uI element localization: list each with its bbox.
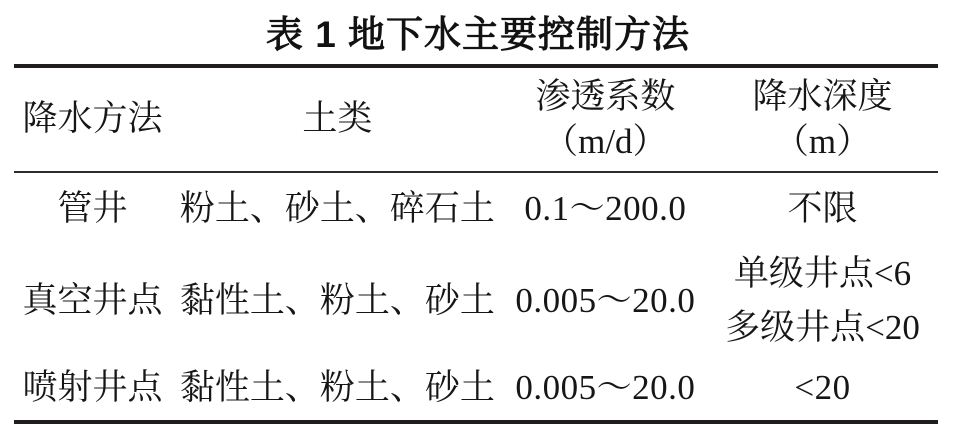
soil-value: 粉土、砂土、碎石土 — [179, 189, 495, 229]
cell-method — [14, 356, 171, 422]
table-row — [14, 246, 938, 356]
cell-soil — [171, 172, 504, 246]
header-cell-permeability — [504, 66, 707, 172]
header-cell-method — [14, 66, 171, 172]
cell-soil — [171, 356, 504, 422]
permeability-value: 0.005～20.0 — [515, 280, 696, 320]
permeability-value: 0.1～200.0 — [524, 189, 687, 229]
header-depth-unit: （m） — [773, 121, 872, 161]
method-value: 管井 — [57, 189, 128, 229]
header-method-label: 降水方法 — [22, 99, 163, 139]
cell-depth — [707, 246, 938, 356]
header-cell-soil — [171, 66, 504, 172]
cell-permeability — [504, 246, 707, 356]
soil-value: 黏性土、粉土、砂土 — [179, 280, 495, 320]
cell-depth — [707, 172, 938, 246]
header-permeability-unit: （m/d） — [543, 121, 668, 161]
cell-permeability — [504, 356, 707, 422]
groundwater-control-table — [14, 64, 938, 424]
table-row — [14, 356, 938, 422]
cell-permeability — [504, 172, 707, 246]
soil-value: 黏性土、粉土、砂土 — [179, 367, 495, 407]
header-cell-depth — [707, 66, 938, 172]
header-permeability-label: 渗透系数 — [535, 77, 676, 117]
permeability-value: 0.005～20.0 — [515, 367, 696, 407]
depth-value-multi-stage: 多级井点<20 — [725, 308, 920, 347]
depth-value: <20 — [794, 367, 851, 407]
cell-soil — [171, 246, 504, 356]
header-row — [14, 66, 938, 172]
table-row — [14, 172, 938, 246]
cell-method — [14, 246, 171, 356]
depth-value-single-stage: 单级井点<6 — [733, 253, 912, 293]
method-value: 喷射井点 — [22, 367, 163, 407]
cell-depth — [707, 356, 938, 422]
depth-value: 不限 — [787, 189, 858, 229]
header-soil-label: 土类 — [302, 99, 373, 139]
method-value: 真空井点 — [22, 280, 163, 320]
table-title: 表 1 地下水主要控制方法 — [265, 14, 691, 55]
header-depth-label: 降水深度 — [752, 77, 893, 117]
cell-method — [14, 172, 171, 246]
